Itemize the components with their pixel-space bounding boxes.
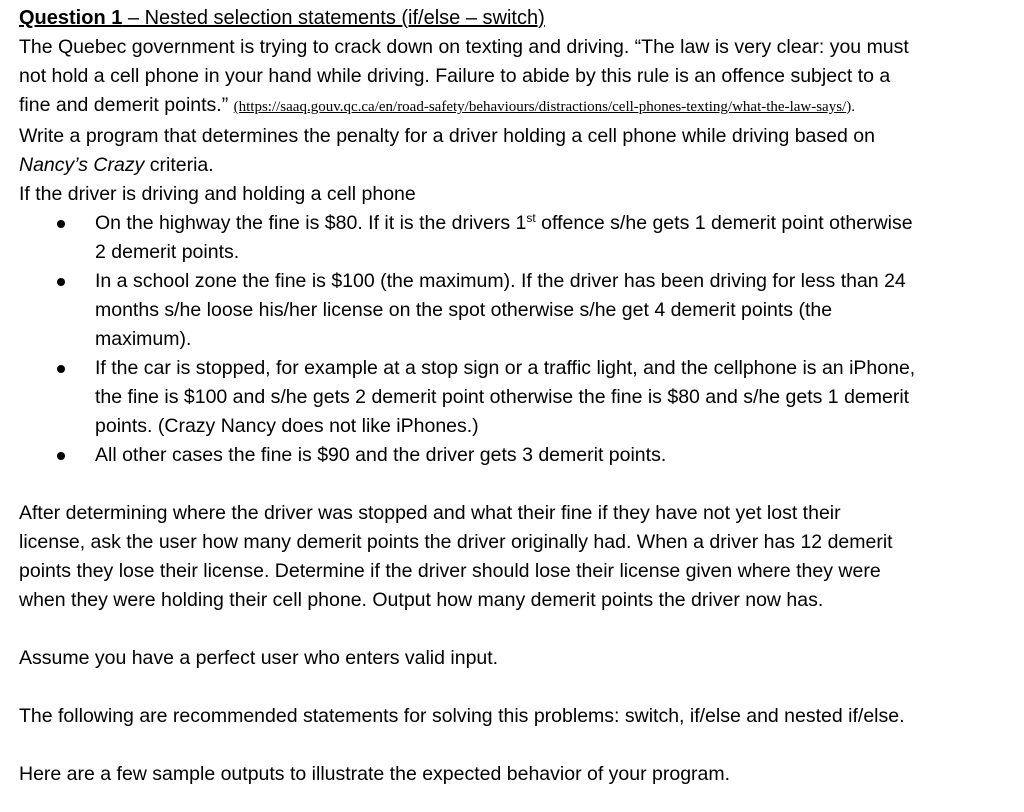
bullet-icon [57, 452, 65, 460]
intro-line-3-text: fine and demerit points.” [19, 94, 234, 116]
criteria-name: Nancy’s Crazy [19, 154, 145, 176]
assume-text: Assume you have a perfect user who enters valid input. [19, 647, 499, 669]
spacer [19, 470, 1014, 499]
question-label: Question 1 [19, 7, 123, 29]
intro-line-4: Write a program that determines the penalty for a driver holding a cell phone while driving based on [19, 125, 875, 147]
list-item [19, 354, 1014, 441]
bullet-icon [57, 220, 65, 228]
rule-highway-line-1 [95, 209, 1014, 238]
rule-school-line-1: In a school zone the fine is $100 (the maximum). If the driver has been driving for less than 24 [95, 270, 906, 292]
list-item [19, 441, 1014, 470]
rule-stopped-line-3: points. (Crazy Nancy does not like iPhones.) [95, 415, 479, 437]
samples-text: Here are a few sample outputs to illustrate the expected behavior of your program. [19, 763, 731, 785]
intro-line-3 [19, 91, 1014, 122]
rule-highway-line-2: 2 demerit points. [95, 241, 240, 263]
question-title: – Nested selection statements (if/else – switch) [122, 7, 545, 29]
intro-line-1: The Quebec government is trying to crack down on texting and driving. “The law is very clear: you must [19, 36, 909, 58]
bullet-icon [57, 278, 65, 286]
rule-highway-text-2: offence s/he gets 1 demerit point otherwise [535, 212, 913, 234]
after-line-2: license, ask the user how many demerit points the driver originally had. When a driver has 12 demerit [19, 531, 893, 553]
spacer [19, 673, 1014, 702]
rule-stopped-line-1: If the car is stopped, for example at a stop sign or a traffic light, and the cellphone is an iPhone, [95, 357, 916, 379]
rule-school-line-3: maximum). [95, 328, 192, 350]
intro-line-6: If the driver is driving and holding a cell phone [19, 183, 416, 205]
after-line-3: points they lose their license. Determine if the driver should lose their license given where they were [19, 560, 881, 582]
rule-stopped-line-2: the fine is $100 and s/he gets 2 demerit point otherwise the fine is $80 and s/he gets 1 demerit [95, 386, 910, 408]
ordinal-suffix: st [526, 211, 536, 225]
recommended-text: The following are recommended statements for solving this problems: switch, if/else and nested if/else. [19, 705, 905, 727]
rule-highway-text: On the highway the fine is $80. If it is the drivers 1 [95, 212, 527, 234]
intro-line-2: not hold a cell phone in your hand while driving. Failure to abide by this rule is an offence subject to a [19, 65, 891, 87]
criteria-rest: criteria. [144, 154, 214, 176]
document-page [19, 4, 1014, 789]
intro-line-5 [19, 151, 1014, 180]
bullet-icon [57, 365, 65, 373]
rule-school-line-2: months s/he loose his/her license on the spot otherwise s/he get 4 demerit points (the [95, 299, 833, 321]
rules-list [19, 209, 1014, 470]
spacer [19, 731, 1014, 760]
after-line-4: when they were holding their cell phone. Output how many demerit points the driver now has. [19, 589, 824, 611]
spacer [19, 615, 1014, 644]
law-link[interactable]: (https://saaq.gouv.qc.ca/en/road-safety/behaviours/distractions/cell-phones-texting/what-the-law-says/ [233, 99, 847, 115]
list-item [19, 209, 1014, 267]
law-link-tail: ). [846, 99, 855, 115]
question-heading [19, 4, 1014, 33]
list-item [19, 267, 1014, 354]
after-line-1: After determining where the driver was stopped and what their fine if they have not yet lost their [19, 502, 841, 524]
rule-other-line-1: All other cases the fine is $90 and the driver gets 3 demerit points. [95, 444, 667, 466]
